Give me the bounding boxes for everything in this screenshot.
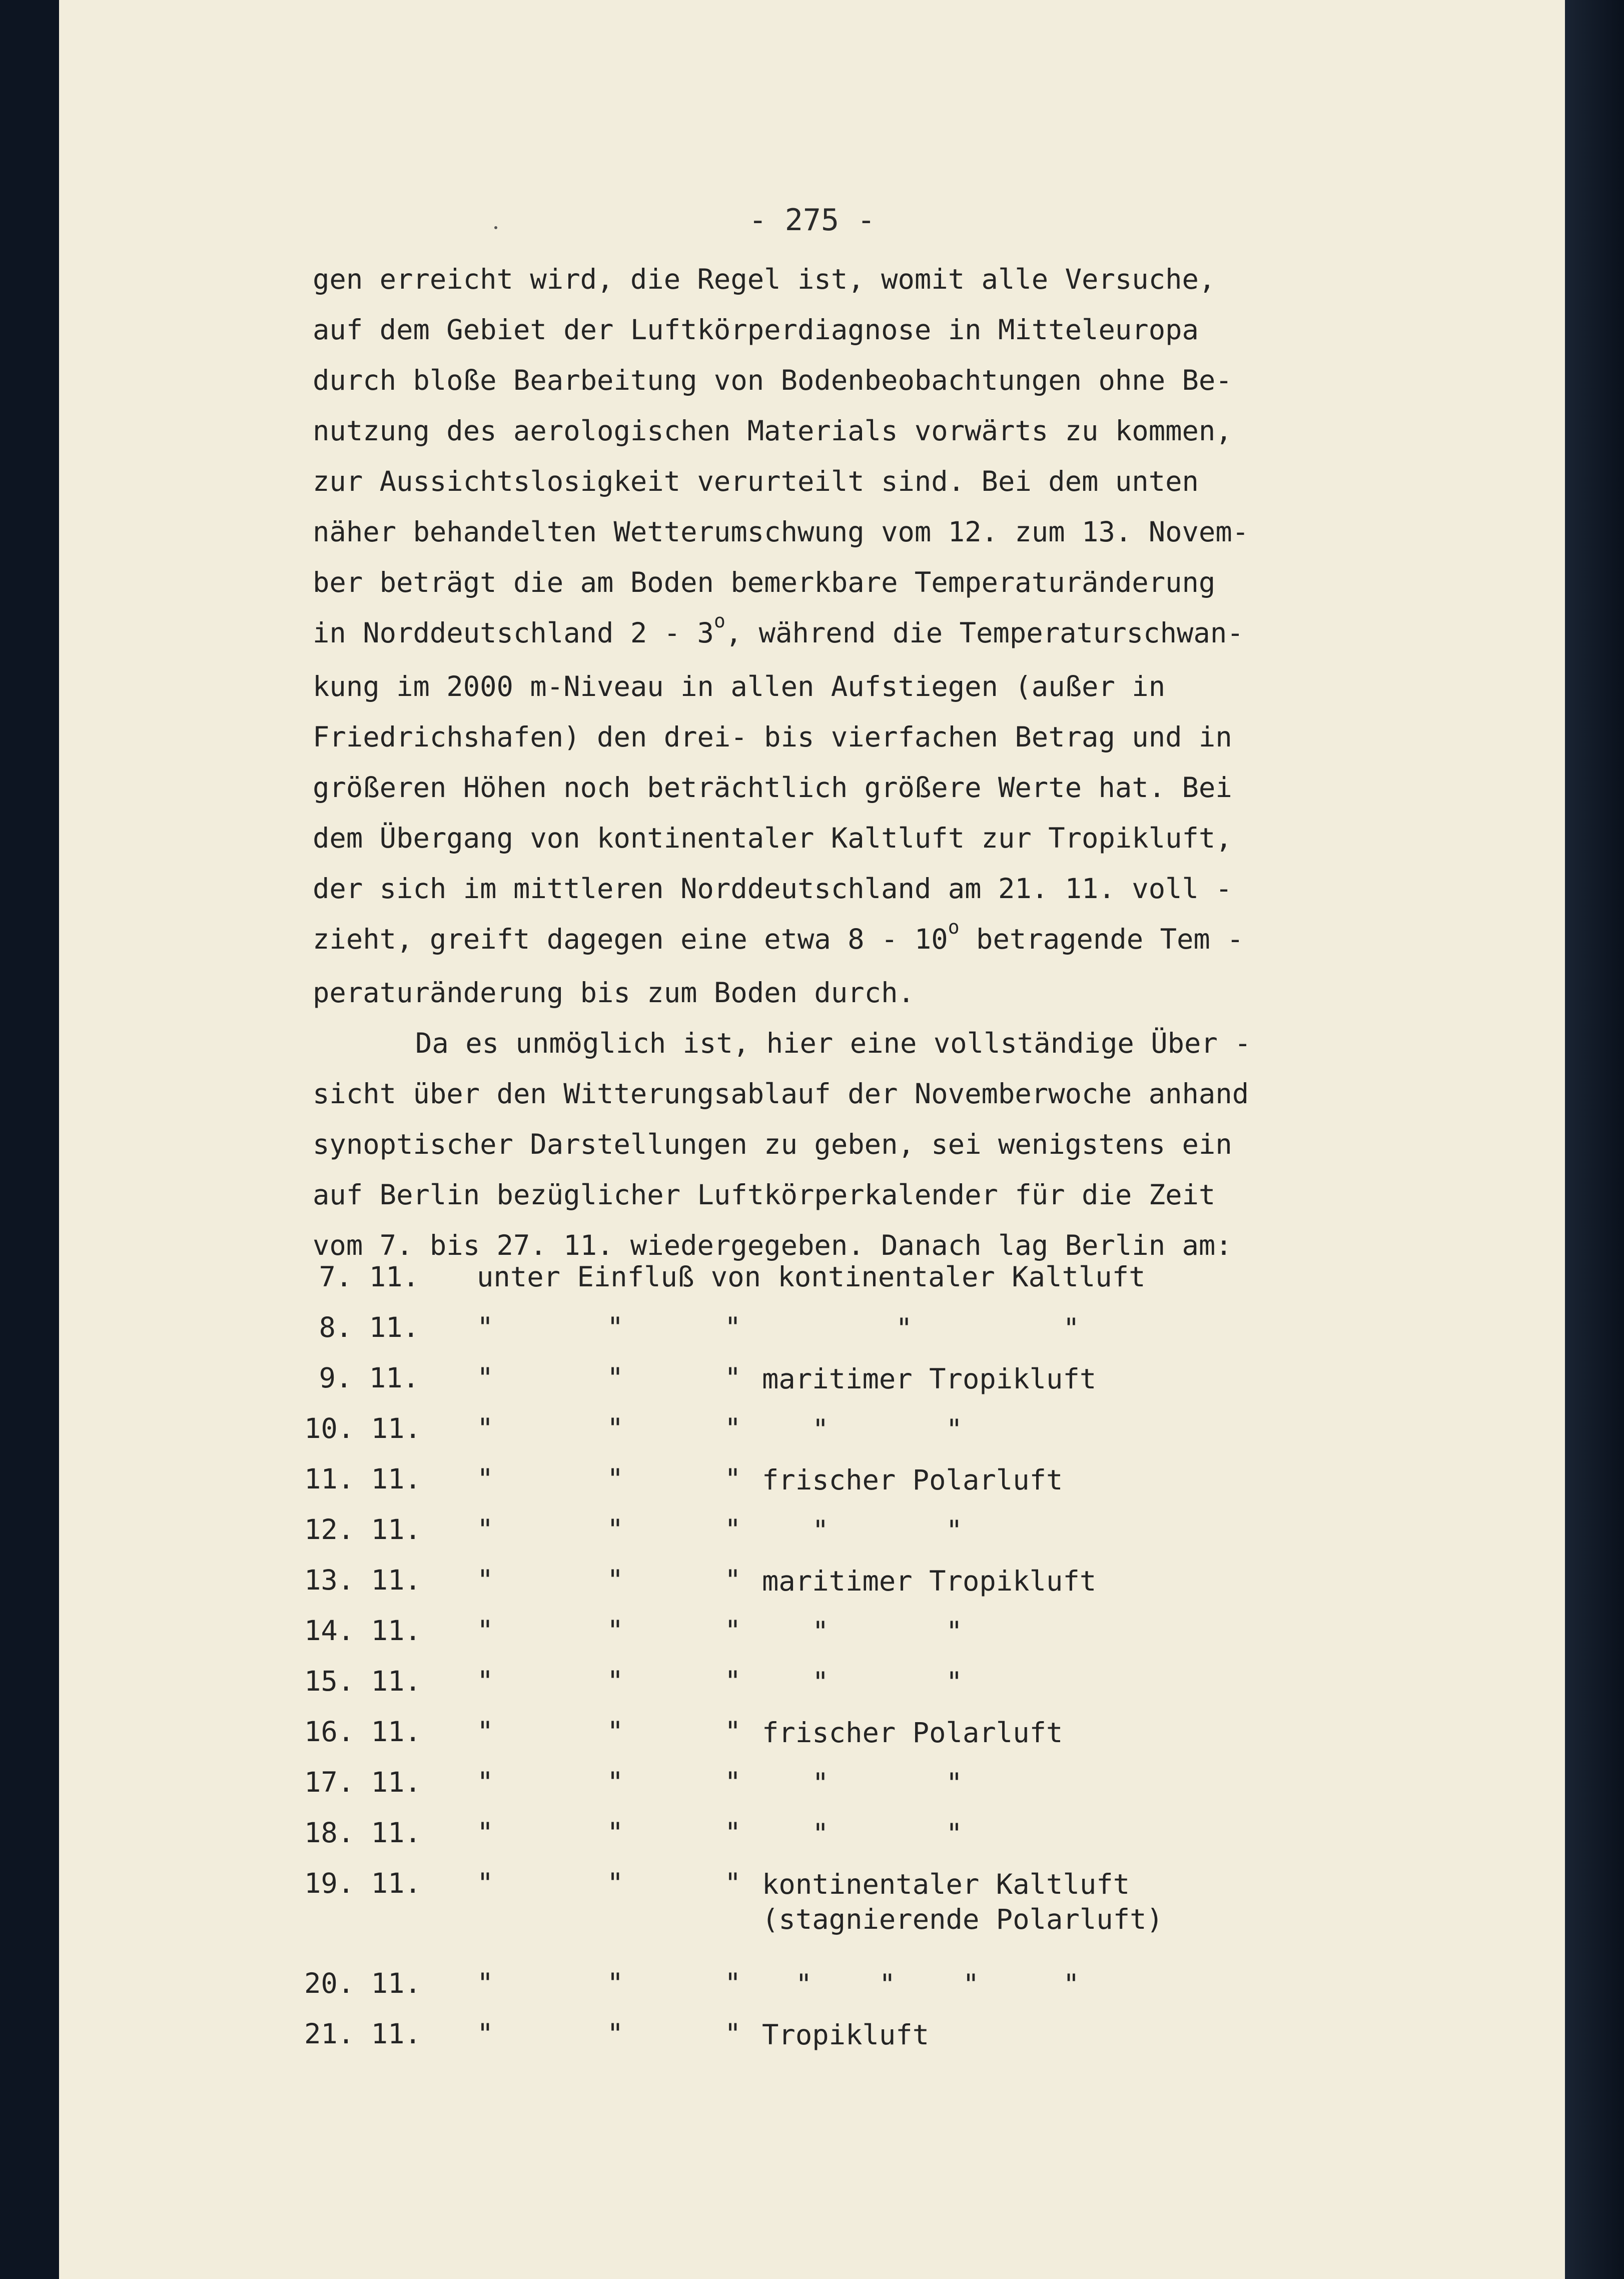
text-line: synoptischer Darstellungen zu geben, sei wenigstens ein: [313, 1128, 1232, 1161]
ditto-mark: ": [477, 1362, 494, 1394]
ditto-mark: ": [724, 1311, 741, 1344]
text-segment: betragende Tem -: [959, 923, 1244, 956]
air-mass-type: maritimer Tropikluft: [762, 1565, 1097, 1598]
ditto-mark: ": [724, 1817, 741, 1849]
air-mass-type: maritimer Tropikluft: [762, 1363, 1097, 1395]
ditto-mark: ": [724, 2018, 741, 2050]
ditto-mark: ": [724, 1967, 741, 2000]
ditto-mark: ": [477, 1967, 494, 2000]
text-line: Friedrichshafen) den drei- bis vierfachen Betrag und in: [313, 721, 1232, 753]
calendar-date: 12. 11.: [304, 1513, 421, 1546]
ditto-mark: ": [607, 1564, 624, 1597]
calendar-date: 14. 11.: [304, 1615, 421, 1647]
ditto-mark: ": [607, 1665, 624, 1698]
ditto-mark: ": [724, 1766, 741, 1799]
air-mass-type: " ": [762, 1666, 963, 1699]
air-mass-type: " ": [762, 1767, 963, 1800]
text-line: dem Übergang von kontinentaler Kaltluft zur Tropikluft,: [313, 822, 1232, 855]
text-line: sicht über den Witterungsablauf der Novemberwoche anhand: [313, 1078, 1249, 1110]
ditto-mark: ": [477, 1665, 494, 1698]
calendar-first-entry: unter Einfluß von kontinentaler Kaltluft: [477, 1261, 1146, 1293]
text-line: [313, 608, 1251, 661]
ditto-mark: ": [607, 2018, 624, 2050]
ditto-mark: ": [477, 1463, 494, 1495]
page-number: - 275 -: [748, 203, 876, 238]
ditto-mark: ": [607, 1412, 624, 1445]
ditto-mark: ": [607, 1463, 624, 1495]
calendar-date: 20. 11.: [304, 1967, 421, 2000]
ditto-mark: ": [607, 1513, 624, 1546]
air-mass-type: frischer Polarluft: [762, 1717, 1063, 1749]
ditto-mark: ": [607, 1615, 624, 1647]
calendar-date: 16. 11.: [304, 1716, 421, 1748]
ditto-mark: ": [724, 1564, 741, 1597]
ditto-mark: ": [724, 1412, 741, 1445]
ditto-mark: ": [724, 1665, 741, 1698]
air-mass-type: " ": [762, 1514, 963, 1547]
text-line: ber beträgt die am Boden bemerkbare Temperaturänderung: [313, 566, 1216, 599]
text-segment: in Norddeutschland 2 - 3: [313, 617, 714, 649]
ditto-mark: ": [724, 1615, 741, 1647]
text-line: peraturänderung bis zum Boden durch.: [313, 977, 915, 1009]
text-line: größeren Höhen noch beträchtlich größere Werte hat. Bei: [313, 772, 1232, 804]
body-text: [313, 254, 1251, 1271]
calendar-date: 8. 11.: [319, 1311, 419, 1344]
ditto-mark: ": [477, 1766, 494, 1799]
calendar-date: 7. 11.: [319, 1261, 419, 1293]
text-line: kung im 2000 m-Niveau in allen Aufstiegen (außer in: [313, 670, 1166, 703]
air-mass-type: kontinentaler Kaltluft (stagnierende Polarluft): [762, 1868, 1163, 1936]
text-line: durch bloße Bearbeitung von Bodenbeobachtungen ohne Be-: [313, 364, 1232, 397]
ditto-mark: ": [477, 1716, 494, 1748]
ditto-mark: ": [477, 2018, 494, 2050]
ditto-mark: ": [724, 1716, 741, 1748]
text-line: [313, 914, 1251, 968]
ditto-mark: ": [607, 1362, 624, 1394]
text-line: zur Aussichtslosigkeit verurteilt sind. Bei dem unten: [313, 465, 1199, 498]
ditto-mark: ": [477, 1513, 494, 1546]
text-segment: , während die Temperaturschwan-: [725, 617, 1244, 649]
text-line: näher behandelten Wetterumschwung vom 12. zum 13. Novem-: [313, 516, 1249, 548]
text-line: gen erreicht wird, die Regel ist, womit alle Versuche,: [313, 263, 1216, 296]
ditto-mark: ": [724, 1463, 741, 1495]
degree-superscript: o: [713, 610, 725, 632]
ditto-mark: ": [607, 1867, 624, 1900]
calendar-date: 19. 11.: [304, 1867, 421, 1900]
text-line: Da es unmöglich ist, hier eine vollständige Über -: [415, 1027, 1251, 1060]
air-mass-type: " ": [762, 1413, 963, 1446]
air-mass-type: " ": [762, 1312, 1080, 1345]
ditto-mark: ": [607, 1766, 624, 1799]
air-mass-type: " ": [762, 1616, 963, 1648]
calendar-date: 18. 11.: [304, 1817, 421, 1849]
page-edge: [1565, 0, 1624, 2279]
air-mass-type: " ": [762, 1818, 963, 1850]
calendar-date: 17. 11.: [304, 1766, 421, 1799]
air-mass-type: " " " ": [762, 1968, 1080, 2001]
calendar-date: 10. 11.: [304, 1412, 421, 1445]
ditto-mark: ": [477, 1311, 494, 1344]
ditto-mark: ": [477, 1564, 494, 1597]
ditto-mark: ": [477, 1867, 494, 1900]
ditto-mark: ": [724, 1867, 741, 1900]
calendar-date: 11. 11.: [304, 1463, 421, 1495]
ditto-mark: ": [477, 1817, 494, 1849]
calendar-date: 13. 11.: [304, 1564, 421, 1597]
ditto-mark: ": [724, 1362, 741, 1394]
calendar-date: 15. 11.: [304, 1665, 421, 1698]
ditto-mark: ": [724, 1513, 741, 1546]
degree-superscript: o: [948, 916, 960, 938]
ditto-mark: ": [477, 1615, 494, 1647]
text-line: vom 7. bis 27. 11. wiedergegeben. Danach lag Berlin am:: [313, 1229, 1232, 1262]
air-mass-type: frischer Polarluft: [762, 1464, 1063, 1496]
ditto-mark: ": [607, 1967, 624, 2000]
calendar-date: 21. 11.: [304, 2018, 421, 2050]
ditto-mark: ": [477, 1412, 494, 1445]
text-line: auf Berlin bezüglicher Luftkörperkalender für die Zeit: [313, 1179, 1216, 1211]
ditto-mark: ": [607, 1817, 624, 1849]
text-line: nutzung des aerologischen Materials vorwärts zu kommen,: [313, 415, 1232, 447]
text-line: der sich im mittleren Norddeutschland am 21. 11. voll -: [313, 873, 1232, 905]
air-mass-type: Tropikluft: [762, 2019, 930, 2051]
ditto-mark: ": [607, 1716, 624, 1748]
ditto-mark: ": [607, 1311, 624, 1344]
calendar-date: 9. 11.: [319, 1362, 419, 1394]
text-segment: zieht, greift dagegen eine etwa 8 - 10: [313, 923, 948, 956]
text-line: auf dem Gebiet der Luftkörperdiagnose in Mitteleuropa: [313, 314, 1199, 346]
